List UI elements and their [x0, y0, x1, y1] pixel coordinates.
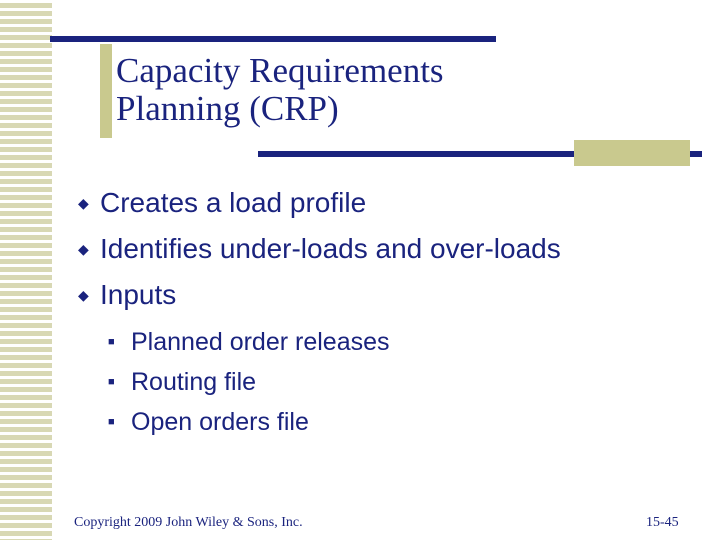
sub-bullet-list: [108, 322, 698, 442]
sub-bullet-item: [108, 402, 698, 442]
stripe-gap: [52, 0, 55, 540]
bullet-item: [78, 226, 698, 272]
sub-bullet-item: [108, 322, 698, 362]
striped-border-decoration: [0, 0, 52, 540]
page-number: 15-45: [646, 515, 679, 530]
title-accent-bar: [100, 44, 112, 138]
bullet-text: Inputs: [100, 279, 177, 310]
diamond-bullet-icon: ◆: [78, 240, 89, 257]
bullet-text: Creates a load profile: [100, 187, 367, 218]
footer-copyright: Copyright 2009 John Wiley & Sons, Inc.: [74, 515, 303, 530]
diamond-bullet-icon: ◆: [78, 194, 89, 211]
bullet-item: [78, 180, 698, 226]
sub-bullet-text: Open orders file: [131, 407, 309, 436]
slide-title-line-2: Planning (CRP): [116, 89, 339, 128]
bullet-text: Identifies under-loads and over-loads: [100, 233, 561, 264]
bullet-item: [78, 272, 698, 318]
slide-title: [116, 52, 536, 128]
square-bullet-icon: ■: [108, 376, 115, 388]
diamond-bullet-icon: ◆: [78, 286, 89, 303]
sub-bullet-text: Routing file: [131, 367, 257, 396]
bullet-list: [78, 180, 698, 442]
slide-title-line-1: Capacity Requirements: [116, 51, 444, 90]
title-accent-block: [574, 140, 690, 166]
sub-bullet-text: Planned order releases: [131, 327, 390, 356]
square-bullet-icon: ■: [108, 336, 115, 348]
sub-bullet-item: [108, 362, 698, 402]
square-bullet-icon: ■: [108, 416, 115, 428]
title-top-rule: [50, 36, 496, 42]
